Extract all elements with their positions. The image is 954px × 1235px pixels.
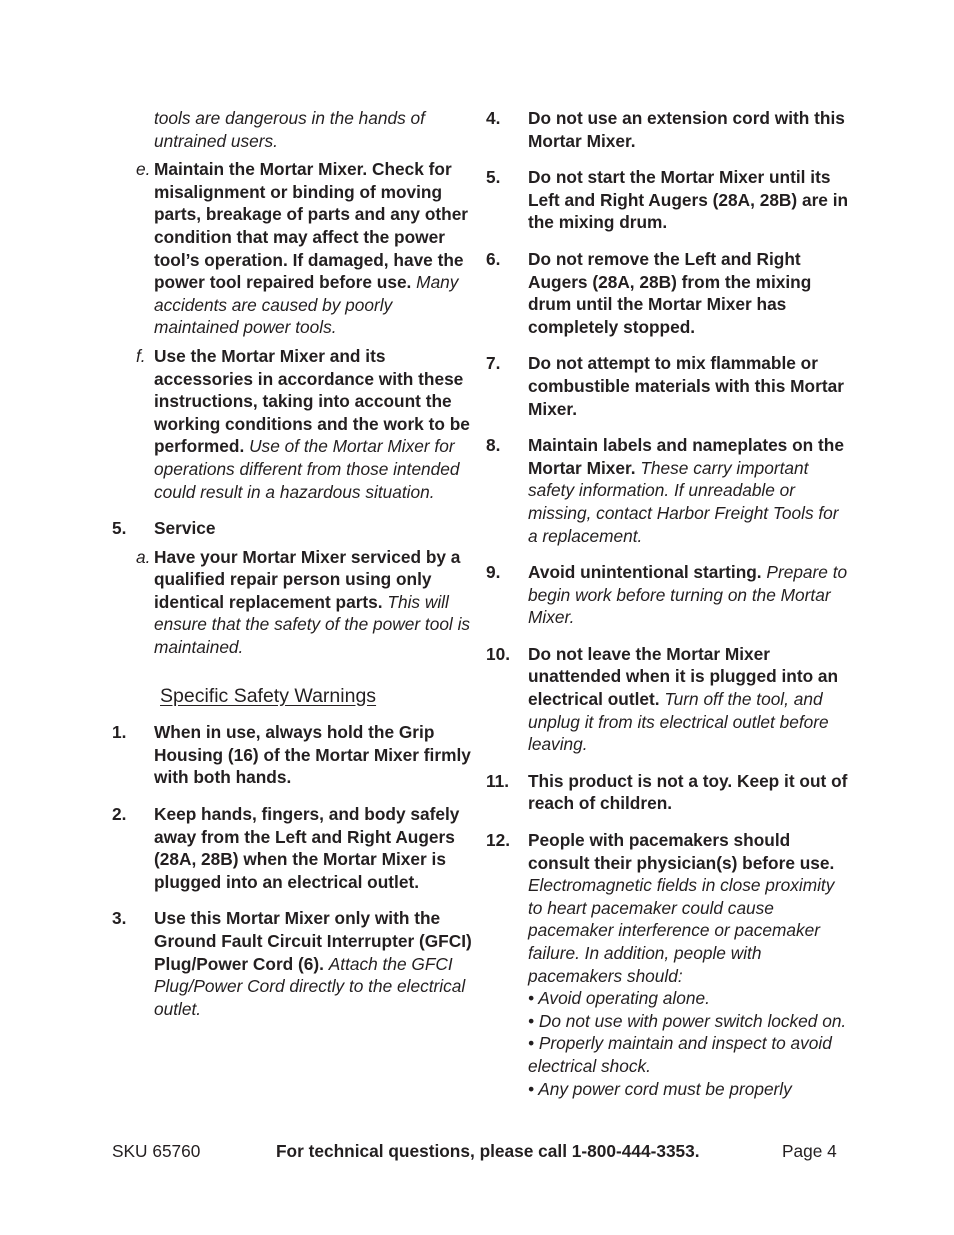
warning-8-bold: Maintain labels and nameplates on the Mortar Mixer. xyxy=(528,435,844,478)
item-a-bold: Have your Mortar Mixer serviced by a qualified repair person using only identical replacement parts. xyxy=(154,546,461,612)
item-e-italic: Many accidents are caused by poorly maintained power tools. xyxy=(154,272,459,338)
continued-text: tools are dangerous in the hands of untrained users. xyxy=(154,108,425,151)
warning-2-bold: Keep hands, fingers, and body safely away from the Left and Right Augers (28A, 28B) when the Mortar Mixer is plugged into an electrical outlet. xyxy=(154,804,460,892)
service-number: 5. xyxy=(112,518,127,539)
warning-10 xyxy=(486,643,851,756)
item-e-bold: Maintain the Mortar Mixer. Check for misalignment or binding of moving parts, breakage of parts and any other condition that may affect the power tool’s operation. If damaged, have the power tool repaired before use. xyxy=(154,159,469,293)
bullet-item: • Properly maintain and inspect to avoid electrical shock. xyxy=(528,1033,832,1076)
warning-2-number: 2. xyxy=(112,804,127,825)
item-f-bold: Use the Mortar Mixer and its accessories in accordance with these instructions, taking into account the working conditions and the work to be performed. xyxy=(154,345,470,457)
section-heading: Specific Safety Warnings xyxy=(160,684,377,707)
warning-1-bold: When in use, always hold the Grip Housing (16) of the Mortar Mixer firmly with both hands. xyxy=(154,722,471,788)
item-e xyxy=(112,158,472,339)
footer-page-number: Page 4 xyxy=(782,1141,837,1161)
warning-11-bold: This product is not a toy. Keep it out of reach of children. xyxy=(528,770,848,814)
warning-12-bold: People with pacemakers should consult their physician(s) before use. xyxy=(528,830,835,873)
warning-4-bold: Do not use an extension cord with this Mortar Mixer. xyxy=(528,108,845,151)
warning-1-number: 1. xyxy=(112,722,127,743)
footer-phone: For technical questions, please call 1-800-444-3353. xyxy=(276,1141,700,1161)
bullet-item: • Do not use with power switch locked on. xyxy=(528,1010,847,1031)
warning-8 xyxy=(486,434,851,547)
warning-7-bold: Do not attempt to mix flammable or combustible materials with this Mortar Mixer. xyxy=(528,353,844,419)
item-f-letter: f. xyxy=(136,345,146,366)
warning-10-italic: Turn off the tool, and unplug it from its electrical outlet before leaving. xyxy=(528,689,829,755)
warning-1 xyxy=(112,721,472,789)
item-a xyxy=(112,546,472,659)
warning-6 xyxy=(486,248,851,338)
right-column xyxy=(486,107,851,1100)
warning-9-bold: Avoid unintentional starting. xyxy=(528,562,762,583)
bullet-item: • Avoid operating alone. xyxy=(528,988,710,1009)
item-a-italic: This will ensure that the safety of the power tool is maintained. xyxy=(154,591,471,658)
warning-11-number: 11. xyxy=(486,770,510,791)
item-a-letter: a. xyxy=(136,546,151,567)
warning-12 xyxy=(486,829,851,1100)
warning-9-italic: Prepare to begin work before turning on the Mortar Mixer. xyxy=(528,562,848,628)
warning-9-number: 9. xyxy=(486,562,501,583)
warning-9 xyxy=(486,561,851,629)
warning-7 xyxy=(486,352,851,420)
warning-6-number: 6. xyxy=(486,248,501,269)
service-title: Service xyxy=(154,518,216,539)
service-heading xyxy=(112,517,472,540)
warning-7-number: 7. xyxy=(486,353,501,374)
left-column xyxy=(112,107,472,1020)
warning-3-bold: Use this Mortar Mixer only with the Ground Fault Circuit Interrupter (GFCI) Plug/Power Cord (6). xyxy=(154,908,472,974)
section-heading-wrap xyxy=(112,685,472,708)
warning-6-bold: Do not remove the Left and Right Augers (28A, 28B) from the mixing drum until the Mortar Mixer has completely stopped. xyxy=(528,248,812,337)
warning-5 xyxy=(486,166,851,234)
warning-8-number: 8. xyxy=(486,435,501,456)
bullet-item: • Any power cord must be properly xyxy=(528,1078,792,1099)
warning-11 xyxy=(486,770,851,815)
footer-sku: SKU 65760 xyxy=(112,1141,201,1161)
item-f-italic: Use of the Mortar Mixer for operations different from those intended could result in a hazardous situation. xyxy=(154,436,460,502)
warning-5-bold: Do not start the Mortar Mixer until its Left and Right Augers (28A, 28B) are in the mixing drum. xyxy=(528,167,849,233)
warning-4 xyxy=(486,107,851,152)
warning-10-bold: Do not leave the Mortar Mixer unattended when it is plugged into an electrical outlet. xyxy=(528,643,839,710)
warning-5-number: 5. xyxy=(486,167,501,188)
warning-8-italic: These carry important safety information. If unreadable or missing, contact Harbor Freight Tools for a replacement. xyxy=(528,457,839,546)
warning-4-number: 4. xyxy=(486,108,501,128)
item-f xyxy=(112,345,472,503)
warning-12-number: 12. xyxy=(486,830,511,851)
warning-3-number: 3. xyxy=(112,908,127,929)
warning-3 xyxy=(112,907,472,1020)
warning-12-italic: Electromagnetic fields in close proximity to heart pacemaker could cause pacemaker interference or pacemaker failure. In addition, people with pacemakers should: xyxy=(528,875,835,986)
warning-10-number: 10. xyxy=(486,643,511,664)
item-e-letter: e. xyxy=(136,159,151,180)
warning-3-italic: Attach the GFCI Plug/Power Cord directly to the electrical outlet. xyxy=(154,953,466,1019)
warning-2 xyxy=(112,803,472,893)
